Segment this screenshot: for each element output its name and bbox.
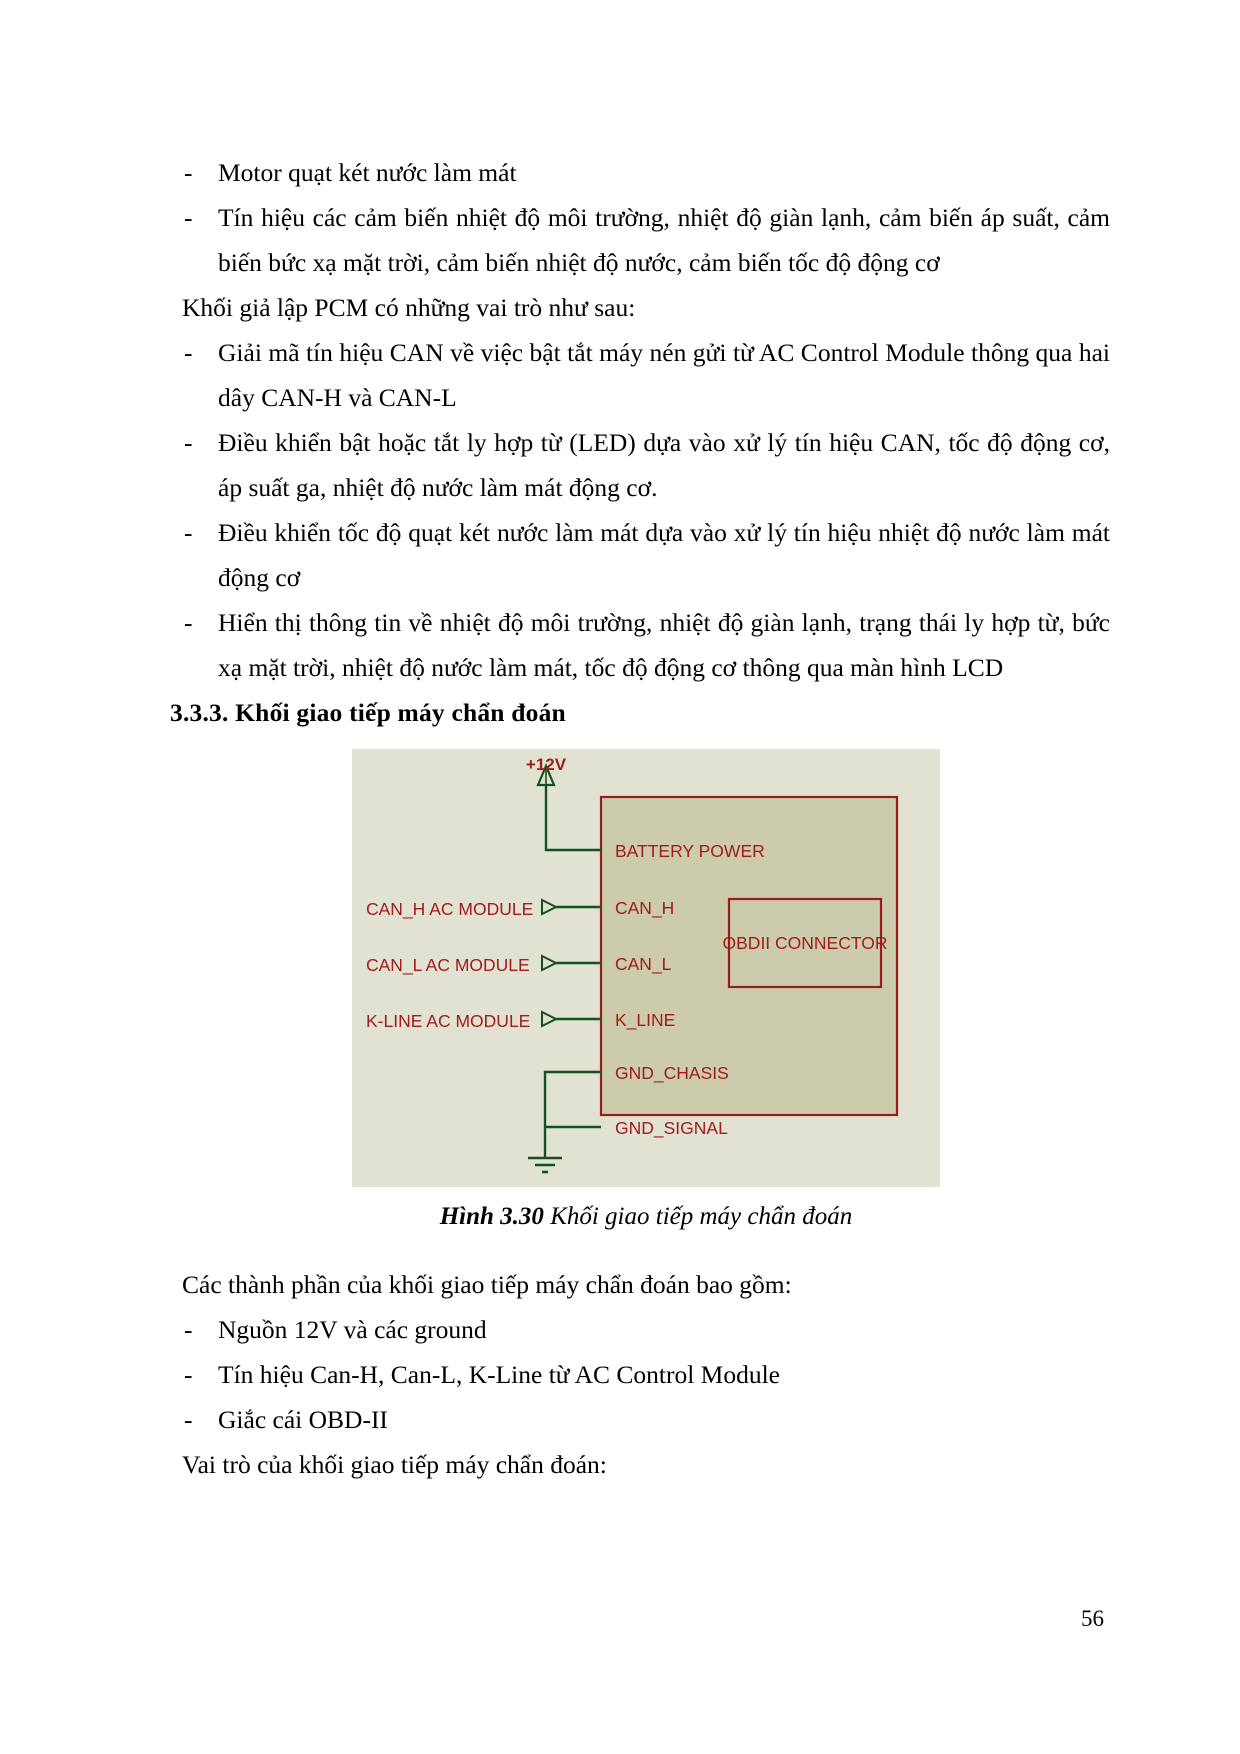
bullet-text: Tín hiệu các cảm biến nhiệt độ môi trường, nhiệt độ giàn lạnh, cảm biến áp suất, cảm biến bức xạ mặt trời, cảm biến nhiệt độ nước, cảm biến tốc độ động cơ <box>218 203 1110 277</box>
left-label-k-line: K-LINE AC MODULE <box>366 1011 531 1031</box>
bullet-marker: - <box>184 518 193 547</box>
bullet-text: Motor quạt két nước làm mát <box>218 158 517 187</box>
bullet-marker: - <box>184 1360 193 1389</box>
bullet-marker: - <box>184 608 193 637</box>
list-item <box>182 195 1110 285</box>
bullet-text: Điều khiển tốc độ quạt két nước làm mát dựa vào xử lý tín hiệu nhiệt độ nước làm mát động cơ <box>218 518 1110 592</box>
supply-label: +12V <box>525 755 567 774</box>
pin-label-gnd-chasis: GND_CHASIS <box>615 1063 729 1083</box>
circuit-diagram <box>352 749 940 1187</box>
list-item <box>182 600 1110 690</box>
closing-paragraph: Vai trò của khối giao tiếp máy chẩn đoán: <box>182 1450 607 1479</box>
left-label-can-l: CAN_L AC MODULE <box>366 955 530 975</box>
list-item <box>182 420 1110 510</box>
bullet-text: Giải mã tín hiệu CAN về việc bật tắt máy nén gửi từ AC Control Module thông qua hai dây CAN-H và CAN-L <box>218 338 1110 412</box>
bullet-marker: - <box>184 203 193 232</box>
section-heading: 3.3.3. Khối giao tiếp máy chẩn đoán <box>170 698 566 727</box>
list-item <box>182 510 1110 600</box>
figure-container <box>182 749 1110 1187</box>
bullet-text: Nguồn 12V và các ground <box>218 1315 487 1344</box>
list-item <box>182 1307 1110 1352</box>
page-number: 56 <box>1081 1606 1104 1631</box>
list-item <box>182 330 1110 420</box>
bullet-text: Giắc cái OBD-II <box>218 1405 388 1434</box>
bullet-text: Hiển thị thông tin về nhiệt độ môi trường, nhiệt độ giàn lạnh, trạng thái ly hợp từ, bức xạ mặt trời, nhiệt độ nước làm mát, tốc độ động cơ thông qua màn hình LCD <box>218 608 1110 682</box>
list-item <box>182 1352 1110 1397</box>
figure-caption <box>182 1197 1110 1237</box>
left-label-can-h: CAN_H AC MODULE <box>366 899 534 919</box>
pin-label-gnd-signal: GND_SIGNAL <box>615 1118 728 1138</box>
bullet-text: Tín hiệu Can-H, Can-L, K-Line từ AC Control Module <box>218 1360 780 1389</box>
pin-label-k-line: K_LINE <box>615 1010 676 1030</box>
list-item <box>182 1397 1110 1442</box>
bullet-marker: - <box>184 338 193 367</box>
bullet-marker: - <box>184 1315 193 1344</box>
list-item <box>182 150 1110 195</box>
figure-caption-label: Hình 3.30 <box>439 1203 544 1230</box>
bullet-marker: - <box>184 428 193 457</box>
figure-caption-text: Khối giao tiếp máy chẩn đoán <box>550 1203 853 1230</box>
bullet-marker: - <box>184 1405 193 1434</box>
pin-label-can-l: CAN_L <box>615 954 672 974</box>
bullet-text: Điều khiển bật hoặc tắt ly hợp từ (LED) dựa vào xử lý tín hiệu CAN, tốc độ động cơ, áp suất ga, nhiệt độ nước làm mát động cơ. <box>218 428 1110 502</box>
pin-label-can-h: CAN_H <box>615 898 675 918</box>
pin-label-battery-power: BATTERY POWER <box>615 841 765 861</box>
obdii-connector-label: OBDII CONNECTOR <box>722 933 888 953</box>
intro-paragraph: Khối giả lập PCM có những vai trò như sau: <box>182 293 636 322</box>
after-figure-paragraph: Các thành phần của khối giao tiếp máy chẩn đoán bao gồm: <box>182 1270 792 1299</box>
bullet-marker: - <box>184 158 193 187</box>
